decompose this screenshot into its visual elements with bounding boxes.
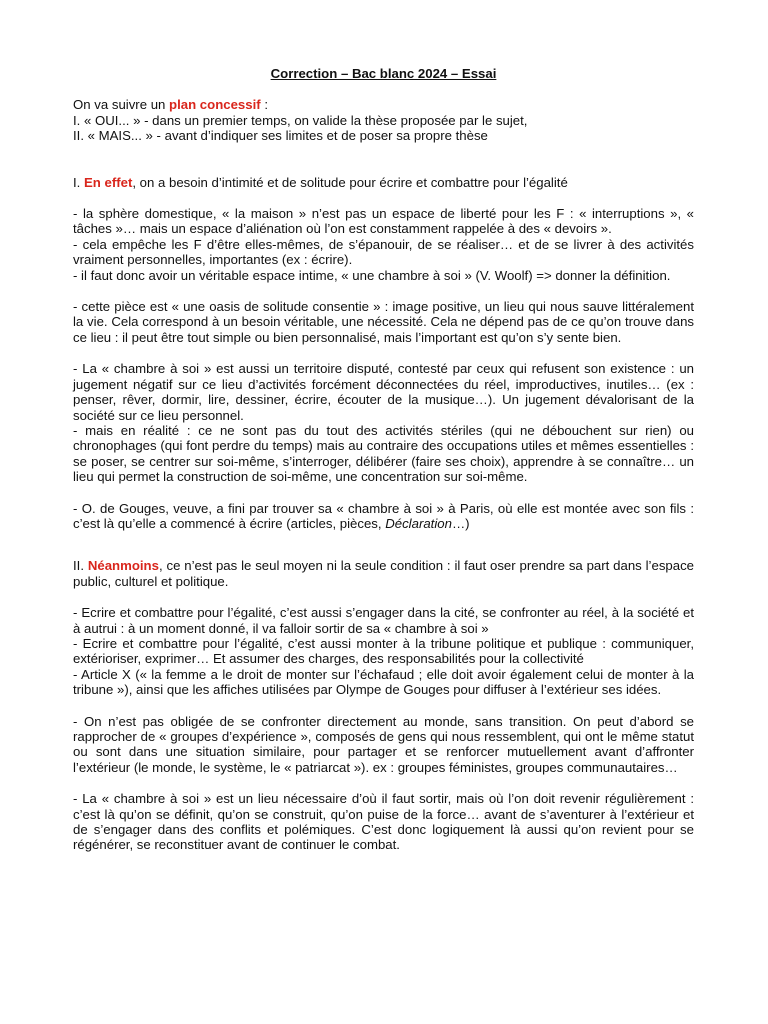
part1-paragraph-6: - mais en réalité : ce ne sont pas du tout des activités stériles (qui ne débouchent sur rien) ou chronophages (qui font perdre du temps) mais au contraire des occupations utiles et mêmes essentielles : se poser, se centrer sur soi-même, s’interroger, délibérer (faire ses choix), apprendre à se connaître… un lieu qui permet la construction de soi-même, une concentration sur soi-même. [73, 422, 694, 485]
part1-connector: En effet [84, 174, 133, 190]
part2-paragraph-3: - Article X (« la femme a le droit de monter sur l’échafaud ; elle doit avoir également celui de monter à la tribune »), ainsi que les affiches utilisées par Olympe de Gouges pour diffuser à l’extérieur ses idées. [73, 666, 694, 698]
part2-paragraph-1: - Ecrire et combattre pour l’égalité, c’est aussi s’engager dans la cité, se confronter au réel, à la société et à autrui : à un moment donné, il va falloir sortir de sa « chambre à soi » [73, 605, 694, 636]
document-page [73, 66, 694, 853]
part2-paragraph-5: - La « chambre à soi » est un lieu nécessaire d’où il faut sortir, mais où l’on doit revenir régulièrement : c’est là qu’on se définit, qu’on se construit, qu’on puise de la force… avant de s’aventurer à l’extérieur et de s’engager dans des conflits et polémiques. C’est donc logiquement là aussi qu’on revient pour se régénérer, se reconstituer avant de continuer le combat. [73, 791, 694, 853]
document-title: Correction – Bac blanc 2024 – Essai [270, 66, 497, 81]
intro-line-1: I. « OUI... » - dans un premier temps, on valide la thèse proposée par le sujet, [73, 112, 528, 128]
part1-heading [73, 175, 694, 190]
declaration-title: Déclaration [385, 515, 452, 531]
part1-paragraph-4: - cette pièce est « une oasis de solitude consentie » : image positive, un lieu qui nous sauve littéralement la vie. Cela correspond à un besoin véritable, une nécessité. Cela ne dépend pas de ce qu’on trouve dans ce lieu : il peut être tout simple ou bien personnalisé, mais l’important est qu’on s’y sente bien. [73, 299, 694, 345]
part1-heading-text: , on a besoin d’intimité et de solitude pour écrire et combattre pour l’égalité [132, 174, 568, 190]
part1-paragraph-3: - il faut donc avoir un véritable espace intime, « une chambre à soi » (V. Woolf) => donner la définition. [73, 267, 671, 283]
part1-paragraph-1: - la sphère domestique, « la maison » n’est pas un espace de liberté pour les F : « interruptions », « tâches »… mais un espace d’aliénation où l’on est constamment rappelée à des « devoirs ». [73, 206, 694, 237]
part2-heading [73, 558, 694, 589]
part1-number: I. [73, 174, 84, 190]
intro-heading [73, 97, 694, 112]
intro-lead: On va suivre un [73, 97, 170, 113]
part1-p7-text-b: …) [451, 515, 470, 531]
intro-line-2: II. « MAIS... » - avant d’indiquer ses limites et de poser sa propre thèse [73, 128, 488, 144]
plan-keyword: plan concessif [169, 97, 261, 113]
part1-paragraph-5: - La « chambre à soi » est aussi un territoire disputé, contesté par ceux qui refusent son existence : un jugement négatif sur ce lieu d’activités forcément déconnectées du réel, improductives, inutiles… (ex : penser, rêver, dormir, lire, dessiner, écrire, écouter de la musique…). Un jugement dévalorisant de la société sur ce lieu personnel. [73, 361, 694, 423]
intro-colon: : [260, 97, 268, 113]
part1-paragraph-2: - cela empêche les F d’être elles-mêmes, de s’épanouir, de se réaliser… et de se livrer à des activités vraiment personnelles, importantes (ex : écrire). [73, 236, 694, 268]
part2-paragraph-2: - Ecrire et combattre pour l’égalité, c’est aussi monter à la tribune politique et publique : communiquer, extérioriser, exprimer… Et assumer des charges, des responsabilités pour la collectivité [73, 635, 694, 667]
part2-heading-text: , ce n’est pas le seul moyen ni la seule condition : il faut oser prendre sa part dans l’espace public, culturel et politique. [73, 558, 695, 589]
part2-paragraph-4: - On n’est pas obligée de se confronter directement au monde, sans transition. On peut d’abord se rapprocher de « groupes d’expérience », composés de gens qui nous ressemblent, qui ont le même statut ou sont dans une situation similaire, pour partager et se renforcer mutuellement avant d’affronter l’extérieur (le monde, le système, le « patriarcat »). ex : groupes féministes, groupes communautaires… [73, 713, 694, 775]
part1-p7-text-a: - O. de Gouges, veuve, a fini par trouver sa « chambre à soi » à Paris, où elle est montée avec son fils : c’est là qu’elle a commencé à écrire (articles, pièces, [73, 500, 694, 531]
part2-connector: Néanmoins [87, 558, 159, 574]
part2-number: II. [73, 558, 88, 574]
part1-paragraph-7 [73, 501, 694, 532]
